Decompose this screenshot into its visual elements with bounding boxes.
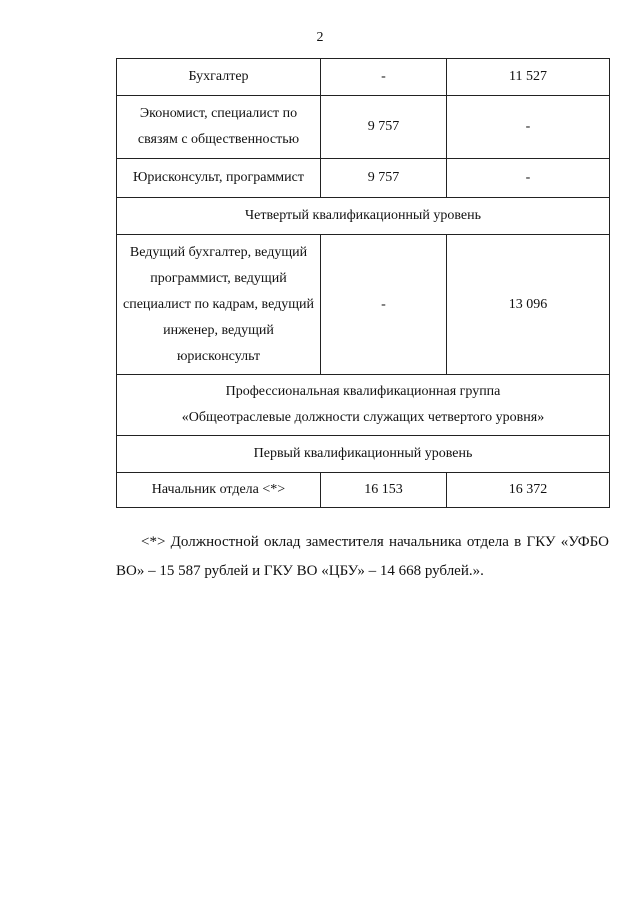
group-heading-line: Профессиональная квалификационная группа — [225, 384, 501, 399]
salary-cell: 16 153 — [321, 473, 447, 508]
table-row — [117, 96, 610, 159]
section-heading: Четвертый квалификационный уровень — [117, 198, 610, 235]
section-row — [117, 436, 610, 473]
position-cell: Ведущий бухгалтер, ведущий программист, ведущий специалист по кадрам, ведущий инженер, ведущий юрисконсульт — [117, 235, 321, 375]
section-row — [117, 375, 610, 436]
position-cell: Экономист, специалист по связям с общественностью — [117, 96, 321, 159]
group-heading — [117, 375, 610, 436]
salary-table — [116, 58, 610, 508]
group-heading-line: «Общеотраслевые должности служащих четвертого уровня» — [181, 410, 545, 425]
salary-cell: 9 757 — [321, 96, 447, 159]
footnote: <*> Должностной оклад заместителя начальника отдела в ГКУ «УФБО ВО» – 15 587 рублей и ГКУ ВО «ЦБУ» – 14 668 рублей.». — [116, 534, 609, 579]
position-cell: Бухгалтер — [117, 59, 321, 96]
salary-cell: 16 372 — [447, 473, 610, 508]
salary-cell: - — [321, 235, 447, 375]
section-row — [117, 198, 610, 235]
page-number: 2 — [316, 30, 324, 45]
salary-cell: 11 527 — [447, 59, 610, 96]
position-cell: Начальник отдела <*> — [117, 473, 321, 508]
salary-cell: - — [321, 59, 447, 96]
salary-cell: - — [447, 96, 610, 159]
section-heading: Первый квалификационный уровень — [117, 436, 610, 473]
table-row — [117, 159, 610, 198]
salary-cell: - — [447, 159, 610, 198]
salary-cell: 13 096 — [447, 235, 610, 375]
position-cell: Юрисконсульт, программист — [117, 159, 321, 198]
salary-cell: 9 757 — [321, 159, 447, 198]
table-row — [117, 473, 610, 508]
table-row — [117, 59, 610, 96]
table-row — [117, 235, 610, 375]
